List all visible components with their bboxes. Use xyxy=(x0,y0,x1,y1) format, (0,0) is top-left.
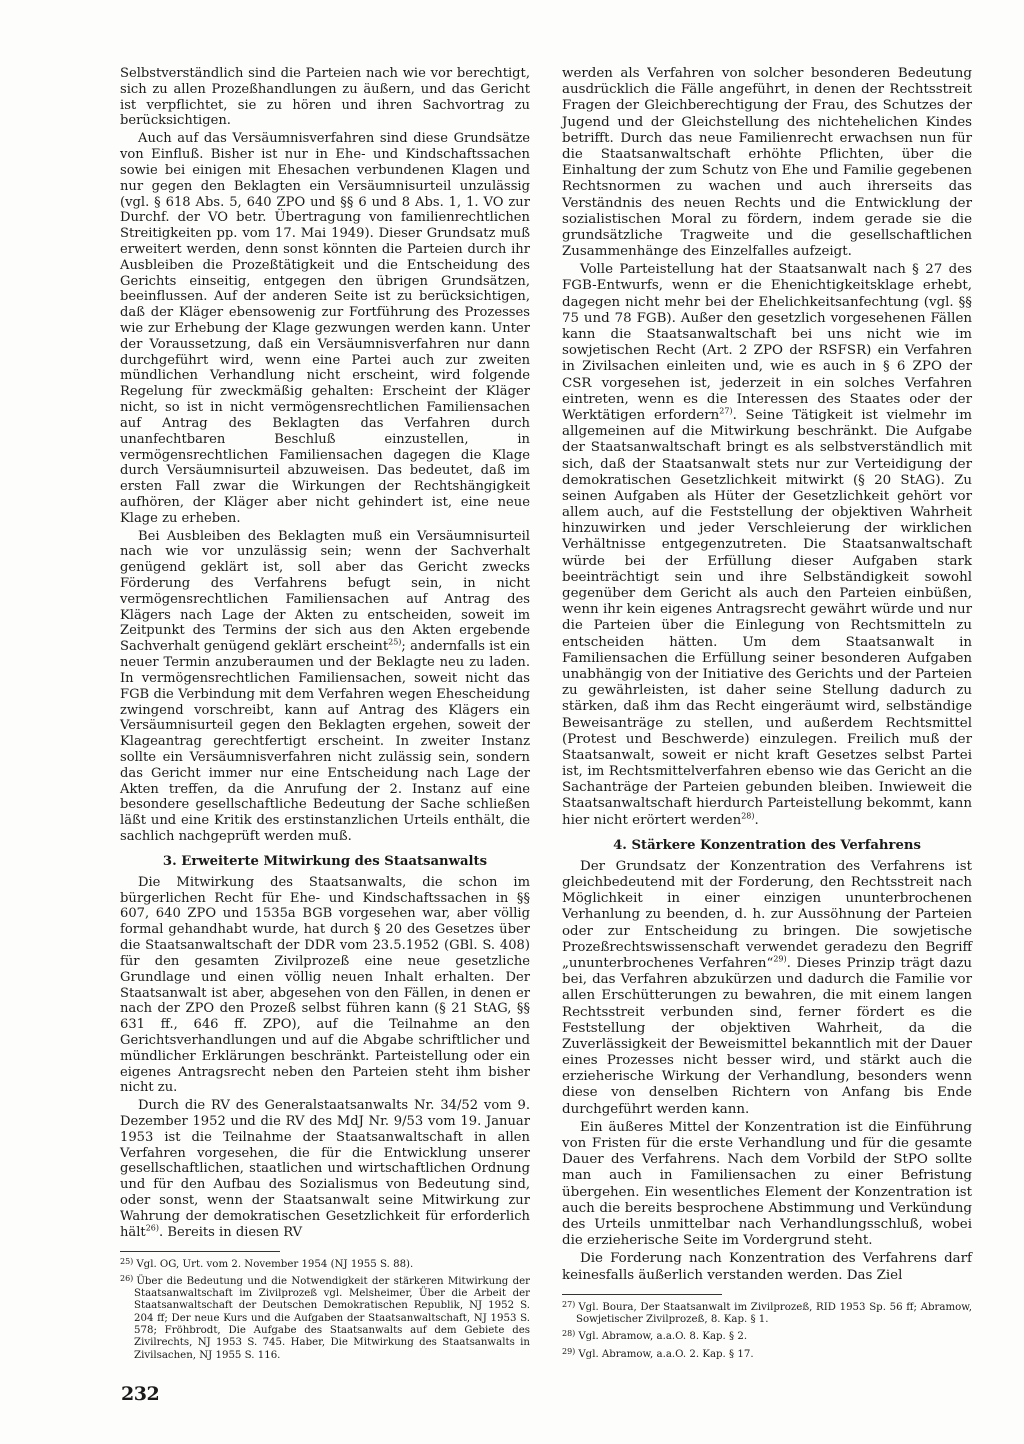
paragraph-text: Bei Ausbleiben des Beklagten muß ein Versäumnisurteil nach wie vor unzulässig sein; wenn der Sachverhalt genügend geklärt ist, soll aber das Gericht zwecks Förderung des Verfahrens befugt sein, in nicht vermögensrechtlichen Familiensachen auf Antrag des Klägers nach Lage der Akten zu entscheiden, soweit im Zeitpunkt des Termins der sich aus den Akten ergebende Sachverhalt genügend geklärt erscheint xyxy=(120,528,530,655)
footnote-number: 27) xyxy=(562,1299,576,1309)
paragraph-text: Der Grundsatz der Konzentration des Verfahrens ist gleichbedeutend mit der Forderung, den Rechtsstreit nach Möglichkeit in einer einzigen ununterbrochenen Verhanlung zu beenden, d. h. zur Aussöhnung der Parteien oder zur Entscheidung zu bringen. Die sowjetische Prozeßrechtswissenschaft verwendet geradezu den Begriff „ununterbrochenes Verfahren“ xyxy=(562,858,972,971)
paragraph-text: ; andernfalls ist ein neuer Termin anzuberaumen und der Beklagte neu zu laden. In vermögensrechtlichen Familiensachen, soweit nicht das FGB die Verbindung mit dem Verfahren wegen Ehescheidung zwingend vorschreibt, kann auf Antrag des Klägers ein Versäumnisurteil gegen den Beklagten ergehen, soweit der Klageantrag gerechtfertigt erscheint. In zweiter Instanz sollte ein Versäumnisverfahren nicht zulässig sein, sondern das Gericht immer nur eine Entscheidung nach Lage der Akten treffen, da die Anrufung der 2. Instanz auf eine besondere gesellschaftliche Bedeutung der Sache schließen läßt und eine Kritik des erstinstanzlichen Urteils enthält, die sachlich nachgeprüft werden muß. xyxy=(120,639,530,844)
section-heading: 3. Erweiterte Mitwirkung des Staatsanwalts xyxy=(162,853,488,869)
paragraph: Selbstverständlich sind die Parteien nach wie vor berechtigt, sich zu allen Prozeßhandlungen zu äußern, und das Gericht ist verpflichtet, sie zu hören und ihren Sachvortrag zu berücksichtigen. xyxy=(120,66,530,129)
footnote-divider xyxy=(562,1294,722,1295)
footnote xyxy=(120,1256,530,1271)
paragraph: werden als Verfahren von solcher besonderen Bedeutung ausdrücklich die Fälle angeführt, in denen der Rechtsstreit Fragen der Gleichberechtigung der Frau, des Schutzes der Jugend und der Gleichstellung des nichtehelichen Kindes betrifft. Durch das neue Familienrecht erwachsen nun für die Staatsanwaltschaft erhöhte Pflichten, über die Einhaltung der zum Schutz von Ehe und Familie gegebenen Rechtsnormen zu wachen und auch ihrerseits das Verständnis des neuen Rechts und die Entwicklung der sozialistischen Moral zu fördern, indem gerade sie die grundsätzliche Tragweite und die gesellschaftlichen Zusammenhänge des Einzelfalles aufzeigt. xyxy=(562,66,972,260)
footnote-number: 29) xyxy=(562,1346,576,1356)
section-heading: 4. Stärkere Konzentration des Verfahrens xyxy=(613,837,921,853)
footnote-number: 26) xyxy=(120,1273,134,1283)
paragraph: Ein äußeres Mittel der Konzentration ist die Einführung von Fristen für die erste Verhandlung und für die gesamte Dauer des Verfahrens. Nach dem Vorbild der StPO sollte man auch in Familiensachen zu einer Befristung übergehen. Ein wesentliches Element der Konzentration ist auch die bereits besprochene Abstimmung und Verkündung des Urteils unmittelbar nach Verhandlungsschluß, wobei die erzieherische Seite im Vordergrund steht. xyxy=(562,1119,972,1249)
footnote xyxy=(562,1299,972,1327)
paragraph-text: . Dieses Prinzip trägt dazu bei, das Verfahren abzukürzen und dadurch die Familie vor allen Erschütterungen zu bewahren, die mit einem langen Rechtsstreit verbunden sind, ferner fördert es die Feststellung der objektiven Wahrheit, da die Zuverlässigkeit der Beweismittel bekanntlich mit der Dauer eines Prozesses nicht besser wird, und stärkt auch die erzieherische Wirkung der Verhandlung, besonders wenn diese von denselben Richtern von Anfang bis Ende durchgeführt werden kann. xyxy=(562,955,972,1117)
paragraph-text: . xyxy=(754,812,759,828)
paragraph xyxy=(562,262,972,829)
paragraph xyxy=(562,859,972,1118)
paragraph xyxy=(120,529,530,845)
footnote-number: 25) xyxy=(120,1256,134,1266)
footnote-divider xyxy=(120,1251,280,1252)
left-column xyxy=(120,66,530,1364)
footnote-ref: 26) xyxy=(145,1223,160,1233)
paragraph xyxy=(120,1098,530,1240)
paragraph-text: Volle Parteistellung hat der Staatsanwalt nach § 27 des FGB-Entwurfs, wenn er die Ehenichtigkeitsklage erhebt, dagegen nicht mehr bei der Ehelichkeitsanfechtung (vgl. §§ 75 und 78 FGB). Außer den gesetzlich vorgesehenen Fällen kann die Staatsanwaltschaft bei uns nicht wie im sowjetischen Recht (Art. 2 ZPO der RSFSR) ein Verfahren in Zivilsachen einleiten und, wie es auch in § 6 ZPO der CSR vorgesehen ist, jederzeit in ein solches Verfahren eintreten, wenn es die Interessen des Staates oder der Werktätigen erfordern xyxy=(562,262,972,423)
page-number: 232 xyxy=(121,1383,160,1405)
footnote-ref: 29) xyxy=(773,954,787,964)
footnote-text: Vgl. Abramow, a.a.O. 8. Kap. § 2. xyxy=(578,1331,748,1343)
footnote xyxy=(562,1346,972,1361)
footnote xyxy=(120,1273,530,1362)
footnote-ref: 27) xyxy=(719,406,733,416)
footnote-number: 28) xyxy=(562,1329,576,1339)
paragraph-text: . Bereits in diesen RV xyxy=(159,1224,303,1240)
footnote-ref: 28) xyxy=(741,811,755,821)
paragraph: Die Mitwirkung des Staatsanwalts, die schon im bürgerlichen Recht für Ehe- und Kindschaftssachen in §§ 607, 640 ZPO und 1535a BGB vorgesehen war, aber völlig formal gehandhabt wurde, hat durch § 20 des Gesetzes über die Staatsanwaltschaft der DDR vom 23.5.1952 (GBl. S. 408) für den gesamten Zivilprozeß eine neue gesetzliche Grundlage und einen völlig neuen Inhalt erhalten. Der Staatsanwalt ist aber, abgesehen von den Fällen, in denen er nach der ZPO den Prozeß selbst führen kann (§ 21 StAG, §§ 631 ff., 646 ff. ZPO), auf die Teilnahme an den Gerichtsverhandlungen und auf die Abgabe schriftlicher und mündlicher Erklärungen beschränkt. Parteistellung oder ein eigenes Antragsrecht neben den Parteien steht ihm bisher nicht zu. xyxy=(120,874,530,1096)
footnote-text: Über die Bedeutung und die Notwendigkeit der stärkeren Mitwirkung der Staatsanwaltschaft im Zivilprozeß vgl. Melsheimer, Über die Arbeit der Staatsanwaltschaft der Deutschen Demokratischen Republik, NJ 1952 S. 204 ff; Der neue Kurs und die Aufgaben der Staatsanwaltschaft, NJ 1953 S. 578; Fröhbrodt, Die Aufgabe des Staatsanwalts auf dem Gebiete des Zivilrechts, NJ 1953 S. 745. Haber, Die Mitwirkung des Staatsanwalts in Zivilsachen, NJ 1955 S. 116. xyxy=(134,1275,530,1361)
right-column xyxy=(562,66,972,1363)
paragraph: Die Forderung nach Konzentration des Verfahrens darf keinesfalls äußerlich verstanden werden. Das Ziel xyxy=(562,1251,972,1283)
footnote xyxy=(562,1328,972,1343)
paragraph: Auch auf das Versäumnisverfahren sind diese Grundsätze von Einfluß. Bisher ist nur in Ehe- und Kindschaftssachen sowie bei einigen mit Ehesachen verbundenen Klagen und nur gegen den Beklagten ein Versäumnisurteil unzulässig (vgl. § 618 Abs. 5, 640 ZPO und §§ 6 und 8 Abs. 1, 1. VO zur Durchf. der VO betr. Übertragung von familienrechtlichen Streitigkeiten pp. vom 17. Mai 1949). Dieser Grundsatz muß erweitert werden, denn sonst könnten die Parteien durch ihr Ausbleiben die Prozeßtätigkeit und die Entscheidung des Gerichts einseitig, entgegen den übrigen Grundsätzen, beeinflussen. Auf der anderen Seite ist zu berücksichtigen, daß der Kläger ebensowenig zur Fortführung des Prozesses wie zur Erhebung der Klage gezwungen werden kann. Unter der Voraussetzung, daß ein Versäumnisverfahren nur dann durchgeführt wird, wenn eine Partei auch zur zweiten mündlichen Verhandlung nicht erscheint, wird folgende Regelung für zweckmäßig gehalten: Erscheint der Kläger nicht, so ist in nicht vermögensrechtlichen Familiensachen auf Antrag des Beklagten das Verfahren durch unanfechtbaren Beschluß einzustellen, in vermögensrechtlichen Familiensachen dagegen die Klage durch Versäumnisurteil abzuweisen. Das bedeutet, daß im ersten Fall zwar die Wirkungen der Rechtshängigkeit aufhören, der Kläger aber nicht gehindert ist, eine neue Klage zu erheben. xyxy=(120,131,530,526)
footnote-text: Vgl. Abramow, a.a.O. 2. Kap. § 17. xyxy=(578,1348,754,1360)
footnote-text: Vgl. Boura, Der Staatsanwalt im Zivilprozeß, RID 1953 Sp. 56 ff; Abramow, Sowjetischer Zivilprozeß, 8. Kap. § 1. xyxy=(576,1301,972,1325)
paragraph-text: Durch die RV des Generalstaatsanwalts Nr. 34/52 vom 9. Dezember 1952 und die RV des MdJ Nr. 9/53 vom 19. Januar 1953 ist die Teilnahme der Staatsanwaltschaft in allen Verfahren vorgesehen, die für die Entwicklung unserer gesellschaftlichen, staatlichen und wirtschaftlichen Ordnung und für den Aufbau des Sozialismus von Bedeutung sind, oder sonst, wenn der Staatsanwalt seine Mitwirkung zur Wahrung der demokratischen Gesetzlichkeit für erforderlich hält xyxy=(120,1098,530,1240)
paragraph-text: . Seine Tätigkeit ist vielmehr im allgemeinen auf die Mitwirkung beschränkt. Die Aufgabe der Staatsanwaltschaft bringt es als selbstverständlich mit sich, daß der Staatsanwalt stets nur zur Verteidigung der demokratischen Gesetzlichkeit mitwirkt (§ 20 StAG). Zu seinen Aufgaben als Hüter der Gesetzlichkeit gehört vor allem auch, auf die Feststellung der objektiven Wahrheit hinzuwirken und jeder Verschleierung der wirklichen Verhältnisse entgegenzutreten. Die Staatsanwaltschaft würde bei der Erfüllung dieser Aufgaben stark beeinträchtigt sein und ihre Selbständigkeit sowohl gegenüber dem Gericht als auch den Parteien einbüßen, wenn ihr kein eigenes Antragsrecht gewährt würde und nur die Parteien über die Einlegung von Rechtsmitteln zu entscheiden hätten. Um dem Staatsanwalt in Familiensachen die Erfüllung seiner besonderen Aufgaben unabhängig von der Initiative des Gerichts und der Parteien zu gewährleisten, ist daher seine Stellung dadurch zu stärken, daß ihm das Recht eingeräumt wird, selbständige Beweisanträge zu stellen, und außerdem Rechtsmittel (Protest und Beschwerde) einzulegen. Freilich muß der Staatsanwalt, soweit er nicht kraft Gesetzes selbst Partei ist, im Rechtsmittelverfahren ebenso wie das Gericht an die Sachanträge der Parteien gebunden bleiben. Inwieweit die Staatsanwaltschaft hierdurch Parteistellung bekommt, kann hier nicht erörtert werden xyxy=(562,407,972,828)
footnote-ref: 25) xyxy=(388,637,402,647)
footnote-text: Vgl. OG, Urt. vom 2. November 1954 (NJ 1955 S. 88). xyxy=(136,1258,414,1270)
